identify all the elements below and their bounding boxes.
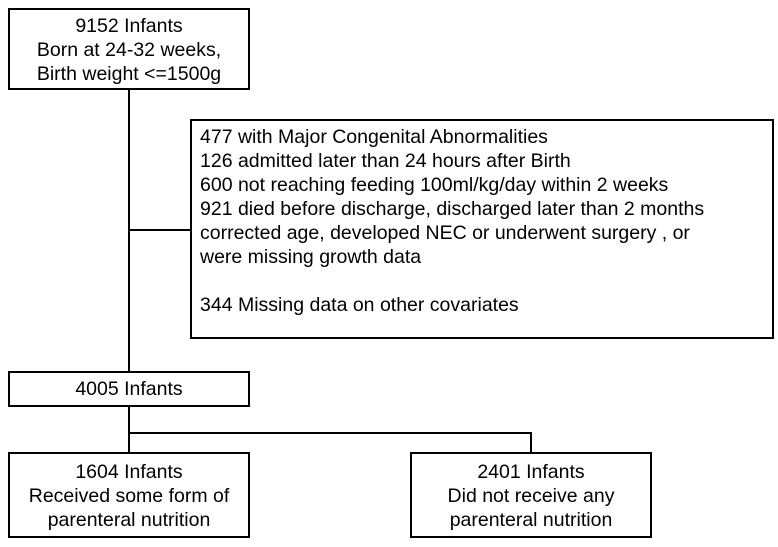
exclusion-line-4: 921 died before discharge, discharged later than 2 months: [200, 198, 705, 220]
exclusion-line-missing-covariates: 344 Missing data on other covariates: [200, 294, 519, 316]
left-box-line-1: 1604 Infants: [75, 461, 183, 483]
exclusion-line-6: were missing growth data: [200, 246, 422, 268]
connector-to-exclusion: [128, 229, 191, 231]
left-outcome-box: [8, 452, 250, 538]
exclusion-line-3: 600 not reaching feeding 100ml/kg/day within 2 weeks: [200, 174, 669, 196]
right-box-line-3: parenteral nutrition: [449, 509, 613, 531]
top-box-line-1: 9152 Infants: [75, 15, 183, 37]
top-box-line-2: Born at 24-32 weeks,: [36, 39, 222, 61]
middle-box: [8, 371, 250, 407]
right-box-line-1: 2401 Infants: [477, 461, 585, 483]
connector-to-left-box: [128, 432, 130, 453]
exclusion-line-5: corrected age, developed NEC or underwent surgery , or: [200, 222, 690, 244]
connector-branch-horizontal: [128, 432, 532, 434]
top-box-line-3: Birth weight <=1500g: [36, 63, 222, 85]
exclusion-line-1: 477 with Major Congenital Abnormalities: [200, 126, 548, 148]
connector-middle-down: [128, 405, 130, 433]
top-box: [8, 8, 250, 90]
exclusion-line-2: 126 admitted later than 24 hours after Birth: [200, 150, 571, 172]
left-box-line-2: Received some form of: [28, 485, 230, 507]
right-box-line-2: Did not receive any: [447, 485, 615, 507]
connector-to-right-box: [530, 432, 532, 453]
middle-box-line-1: 4005 Infants: [75, 378, 183, 400]
left-box-line-3: parenteral nutrition: [47, 509, 211, 531]
right-outcome-box: [410, 452, 652, 538]
exclusion-box: [190, 119, 774, 339]
